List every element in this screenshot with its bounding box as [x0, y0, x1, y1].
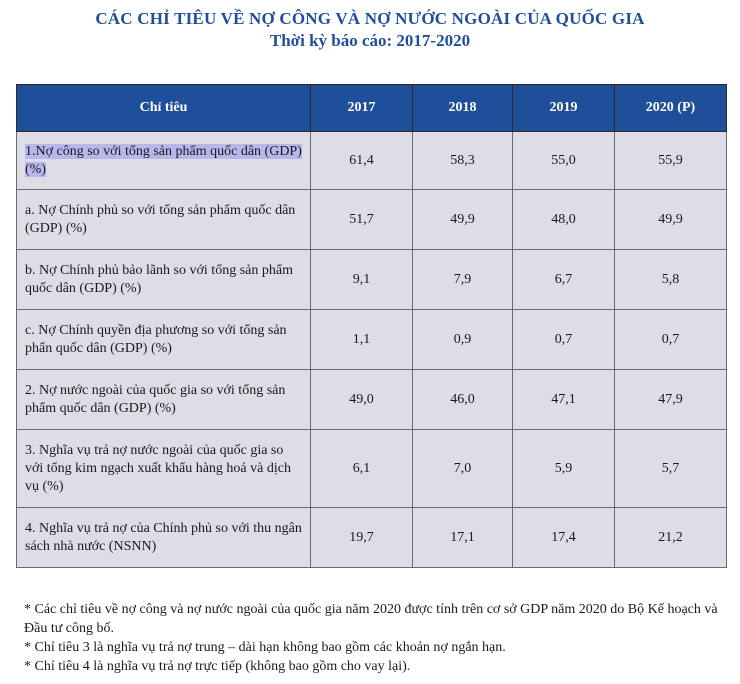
- column-header-2018: 2018: [413, 85, 513, 132]
- column-header-2020: 2020 (P): [615, 85, 727, 132]
- cell-2018: 49,9: [413, 190, 513, 250]
- cell-2020: 5,8: [615, 250, 727, 310]
- cell-2020: 47,9: [615, 370, 727, 430]
- table-row: [17, 310, 727, 370]
- cell-2019: 0,7: [513, 310, 615, 370]
- table-row: [17, 370, 727, 430]
- table-row: [17, 508, 727, 568]
- footnote: * Chỉ tiêu 3 là nghĩa vụ trả nợ trung – dài hạn không bao gồm các khoản nợ ngắn hạn.: [24, 640, 506, 655]
- cell-2018: 17,1: [413, 508, 513, 568]
- table-row: [17, 250, 727, 310]
- cell-2017: 6,1: [311, 430, 413, 508]
- page-title: CÁC CHỈ TIÊU VỀ NỢ CÔNG VÀ NỢ NƯỚC NGOÀI CỦA QUỐC GIA: [95, 9, 645, 28]
- cell-2018: 0,9: [413, 310, 513, 370]
- cell-2017: 61,4: [311, 132, 413, 190]
- cell-2019: 6,7: [513, 250, 615, 310]
- table-row: [17, 430, 727, 508]
- cell-2018: 58,3: [413, 132, 513, 190]
- cell-2017: 19,7: [311, 508, 413, 568]
- row-label-cell: b. Nợ Chính phủ bảo lãnh so với tổng sản phẩm quốc dân (GDP) (%): [17, 250, 311, 310]
- cell-2020: 55,9: [615, 132, 727, 190]
- cell-2017: 51,7: [311, 190, 413, 250]
- selected-text[interactable]: 1.Nợ công so với tổng sản phẩm quốc dân (GDP) (%): [25, 143, 302, 177]
- footnotes: [24, 600, 724, 676]
- cell-2019: 48,0: [513, 190, 615, 250]
- indicators-table: [16, 84, 727, 568]
- row-label-cell[interactable]: [17, 132, 311, 190]
- cell-2020: 49,9: [615, 190, 727, 250]
- title-block: [0, 8, 740, 52]
- row-label-cell: 2. Nợ nước ngoài của quốc gia so với tổng sản phẩm quốc dân (GDP) (%): [17, 370, 311, 430]
- cell-2019: 5,9: [513, 430, 615, 508]
- cell-2020: 21,2: [615, 508, 727, 568]
- row-label-cell: 4. Nghĩa vụ trả nợ của Chính phủ so với thu ngân sách nhà nước (NSNN): [17, 508, 311, 568]
- cell-2020: 5,7: [615, 430, 727, 508]
- table-row: [17, 190, 727, 250]
- column-header-2017: 2017: [311, 85, 413, 132]
- cell-2019: 55,0: [513, 132, 615, 190]
- footnote: * Các chỉ tiêu về nợ công và nợ nước ngoài của quốc gia năm 2020 được tính trên cơ sở GDP năm 2020 do Bộ Kế hoạch và Đầu tư công bố.: [24, 602, 718, 636]
- cell-2017: 9,1: [311, 250, 413, 310]
- row-label-cell: 3. Nghĩa vụ trả nợ nước ngoài của quốc gia so với tổng kim ngạch xuất khẩu hàng hoá và dịch vụ (%): [17, 430, 311, 508]
- footnote: * Chỉ tiêu 4 là nghĩa vụ trả nợ trực tiếp (không bao gồm cho vay lại).: [24, 659, 411, 674]
- table-header-row: [17, 85, 727, 132]
- cell-2020: 0,7: [615, 310, 727, 370]
- cell-2019: 17,4: [513, 508, 615, 568]
- cell-2018: 7,0: [413, 430, 513, 508]
- cell-2018: 46,0: [413, 370, 513, 430]
- column-header-indicator: Chỉ tiêu: [17, 85, 311, 132]
- cell-2017: 49,0: [311, 370, 413, 430]
- page-subtitle: Thời kỳ báo cáo: 2017-2020: [269, 31, 471, 50]
- cell-2019: 47,1: [513, 370, 615, 430]
- row-label-cell: c. Nợ Chính quyền địa phương so với tổng sản phẩn quốc dân (GDP) (%): [17, 310, 311, 370]
- column-header-2019: 2019: [513, 85, 615, 132]
- row-label-cell: a. Nợ Chính phủ so với tổng sản phẩm quốc dân (GDP) (%): [17, 190, 311, 250]
- table-row: [17, 132, 727, 190]
- cell-2018: 7,9: [413, 250, 513, 310]
- cell-2017: 1,1: [311, 310, 413, 370]
